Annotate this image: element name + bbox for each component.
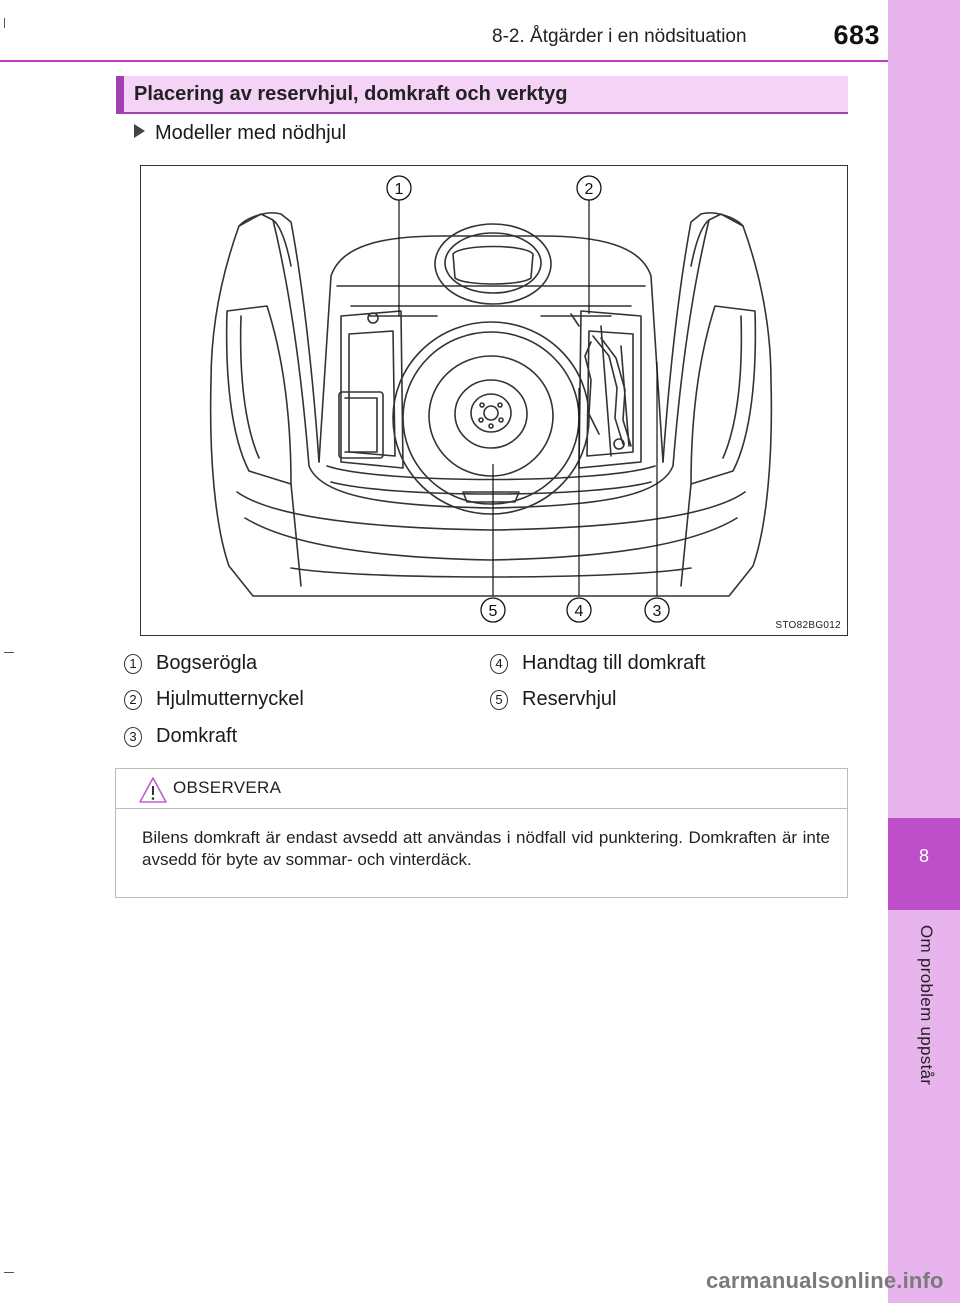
svg-text:5: 5 [488, 603, 498, 620]
bullet-text: Modeller med nödhjul [155, 122, 347, 144]
legend-label: Bogserögla [156, 652, 258, 674]
watermark: carmanualsonline.info [706, 1268, 944, 1293]
legend-number: 2 [124, 690, 142, 710]
svg-text:4: 4 [574, 603, 584, 620]
trunk-illustration [140, 165, 848, 636]
legend-item-4 [490, 652, 705, 675]
heading-accent-bar [116, 76, 124, 112]
svg-text:3: 3 [652, 603, 662, 620]
legend-item-5 [490, 688, 616, 711]
legend-label: Hjulmutternyckel [156, 688, 304, 710]
legend-label: Reservhjul [522, 688, 617, 710]
callout-5 [481, 598, 505, 622]
legend-item-1 [124, 652, 257, 675]
caution-box [115, 768, 848, 898]
section-heading [116, 76, 848, 112]
figure-code: STO82BG012 [775, 620, 841, 631]
callout-3 [645, 598, 669, 622]
legend-label: Handtag till domkraft [522, 652, 706, 674]
crop-mark [4, 1272, 14, 1273]
heading-underline [116, 112, 848, 114]
section-heading-text: Placering av reservhjul, domkraft och verktyg [134, 83, 568, 105]
chapter-title: Om problem uppstår [917, 925, 936, 1086]
callout-4 [567, 598, 591, 622]
legend-item-3 [124, 725, 237, 748]
header-rule [0, 60, 888, 62]
legend-number: 1 [124, 654, 142, 674]
caution-body: Bilens domkraft är endast avsedd att användas i nödfall vid punktering. Domkraften är inte avsedd för byte av sommar- och vinterdäck. [142, 828, 830, 869]
chapter-number: 8 [918, 846, 929, 866]
running-header: 8-2. Åtgärder i en nödsituation [492, 26, 747, 47]
caution-header [116, 769, 847, 809]
legend-number: 5 [490, 690, 508, 710]
crop-mark [4, 18, 5, 28]
triangle-bullet-icon [134, 124, 145, 138]
svg-text:1: 1 [394, 181, 404, 198]
caution-title: OBSERVERA [173, 778, 282, 797]
page-number: 683 [833, 20, 880, 50]
chapter-side-tab [888, 0, 960, 1303]
legend-label: Domkraft [156, 725, 238, 747]
legend-number: 4 [490, 654, 508, 674]
legend-item-2 [124, 688, 304, 711]
svg-text:2: 2 [584, 181, 594, 198]
warning-triangle-icon [138, 776, 168, 804]
model-bullet [134, 122, 346, 145]
legend-number: 3 [124, 727, 142, 747]
crop-mark [4, 652, 14, 653]
callout-1 [387, 176, 411, 200]
trunk-drawing [141, 166, 847, 635]
callout-2 [577, 176, 601, 200]
